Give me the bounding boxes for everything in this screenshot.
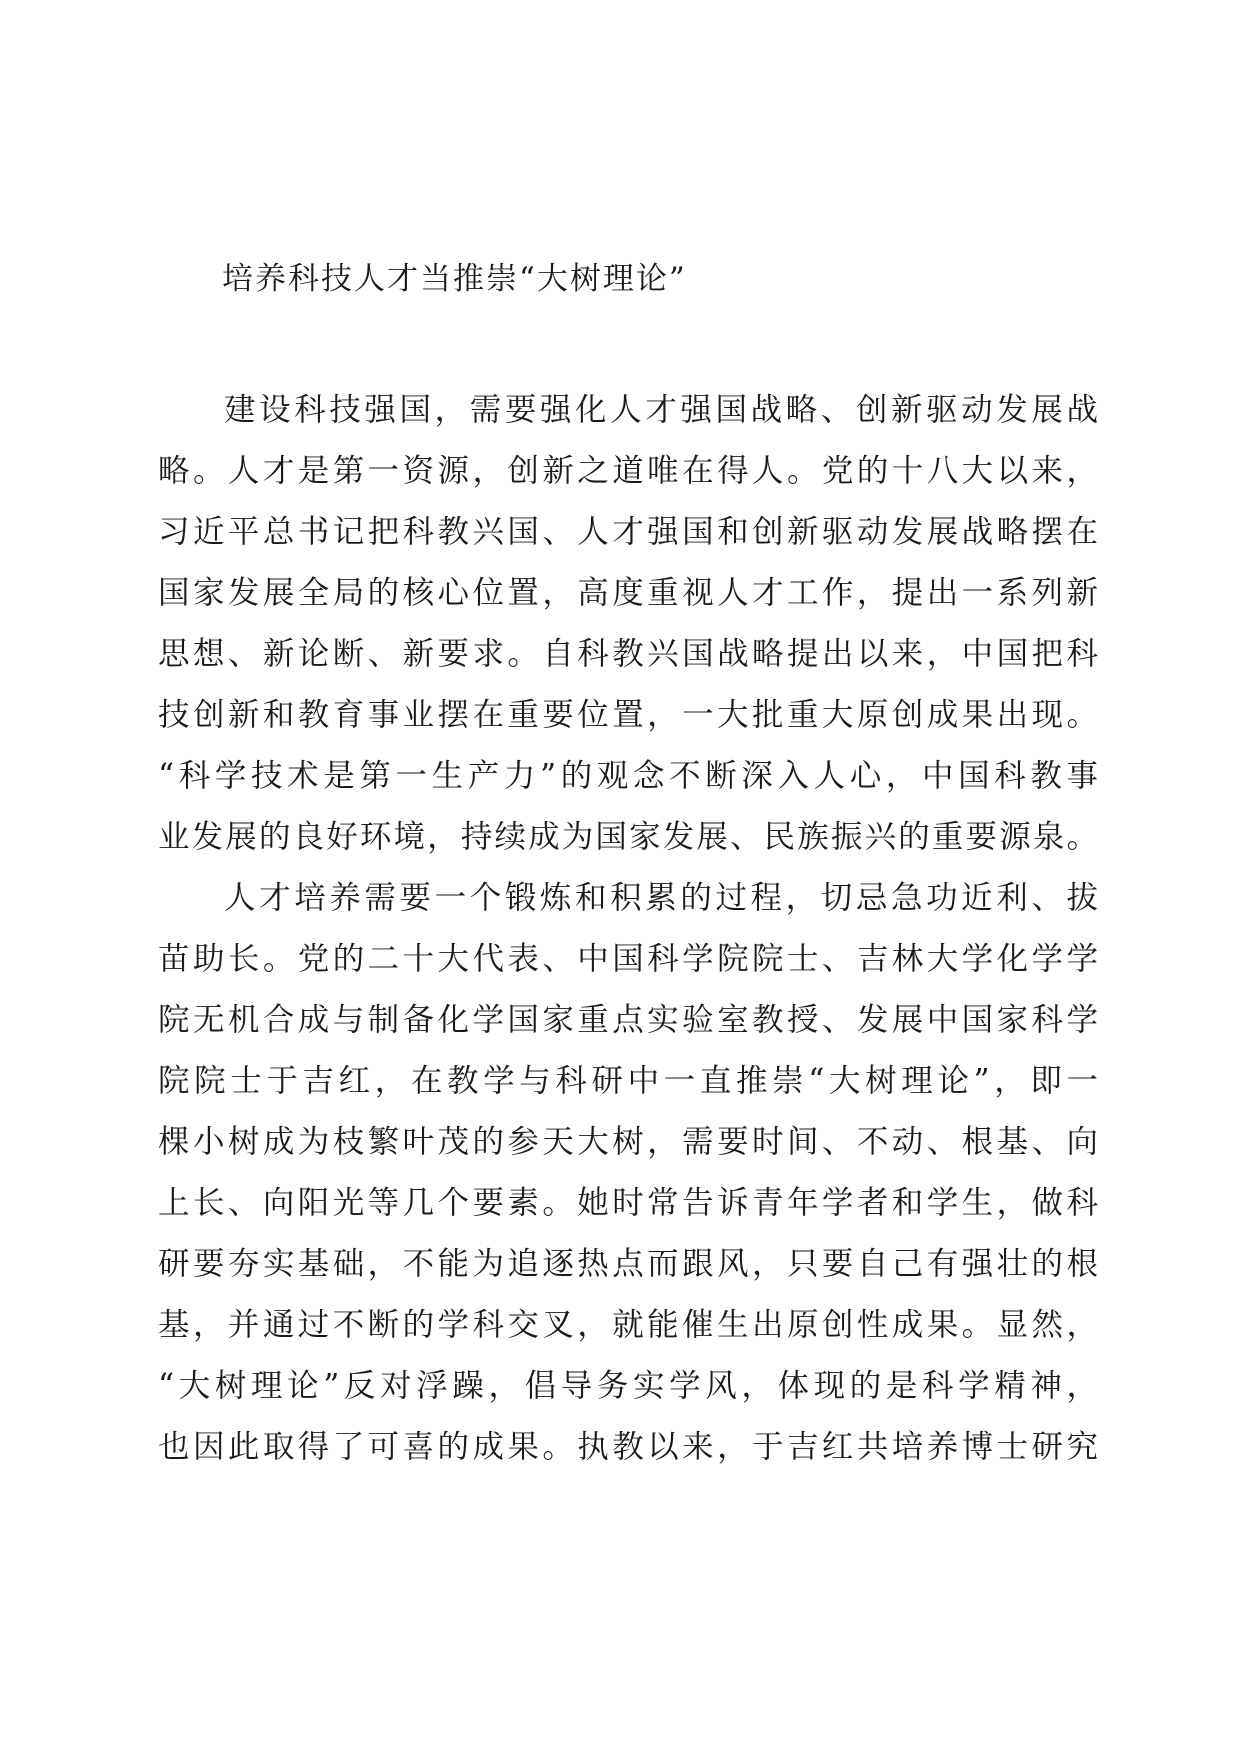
paragraph-line: “大树理论”反对浮躁，倡导务实学风，体现的是科学精神， bbox=[158, 1368, 1098, 1404]
paragraph-line: 建设科技强国，需要强化人才强国战略、创新驱动发展战 bbox=[224, 392, 1098, 428]
paragraph-line: 基，并通过不断的学科交叉，就能催生出原创性成果。显然， bbox=[158, 1307, 1098, 1343]
paragraph-line: 上长、向阳光等几个要素。她时常告诉青年学者和学生，做科 bbox=[158, 1185, 1098, 1221]
paragraph-2 bbox=[158, 868, 1098, 1478]
paragraph-line: 思想、新论断、新要求。自科教兴国战略提出以来，中国把科 bbox=[158, 636, 1098, 672]
paragraph-line: 也因此取得了可喜的成果。执教以来，于吉红共培养博士研究 bbox=[158, 1429, 1098, 1465]
paragraph-line: 院无机合成与制备化学国家重点实验室教授、发展中国家科学 bbox=[158, 1002, 1098, 1038]
paragraph-1 bbox=[158, 380, 1098, 868]
document-title: 培养科技人才当推崇“大树理论” bbox=[222, 261, 687, 297]
paragraph-line: “科学技术是第一生产力”的观念不断深入人心，中国科教事 bbox=[158, 758, 1098, 794]
paragraph-line: 苗助长。党的二十大代表、中国科学院院士、吉林大学化学学 bbox=[158, 941, 1098, 977]
document-body bbox=[158, 380, 1098, 1478]
paragraph-line: 习近平总书记把科教兴国、人才强国和创新驱动发展战略摆在 bbox=[158, 514, 1098, 550]
paragraph-line: 业发展的良好环境，持续成为国家发展、民族振兴的重要源泉。 bbox=[158, 819, 1098, 855]
paragraph-line: 国家发展全局的核心位置，高度重视人才工作，提出一系列新 bbox=[158, 575, 1098, 611]
paragraph-line: 棵小树成为枝繁叶茂的参天大树，需要时间、不动、根基、向 bbox=[158, 1124, 1098, 1160]
paragraph-line: 技创新和教育事业摆在重要位置，一大批重大原创成果出现。 bbox=[158, 697, 1098, 733]
paragraph-line: 研要夯实基础，不能为追逐热点而跟风，只要自己有强壮的根 bbox=[158, 1246, 1098, 1282]
paragraph-line: 人才培养需要一个锻炼和积累的过程，切忌急功近利、拔 bbox=[224, 880, 1098, 916]
paragraph-line: 略。人才是第一资源，创新之道唯在得人。党的十八大以来， bbox=[158, 453, 1098, 489]
paragraph-line: 院院士于吉红，在教学与科研中一直推崇“大树理论”，即一 bbox=[158, 1063, 1098, 1099]
